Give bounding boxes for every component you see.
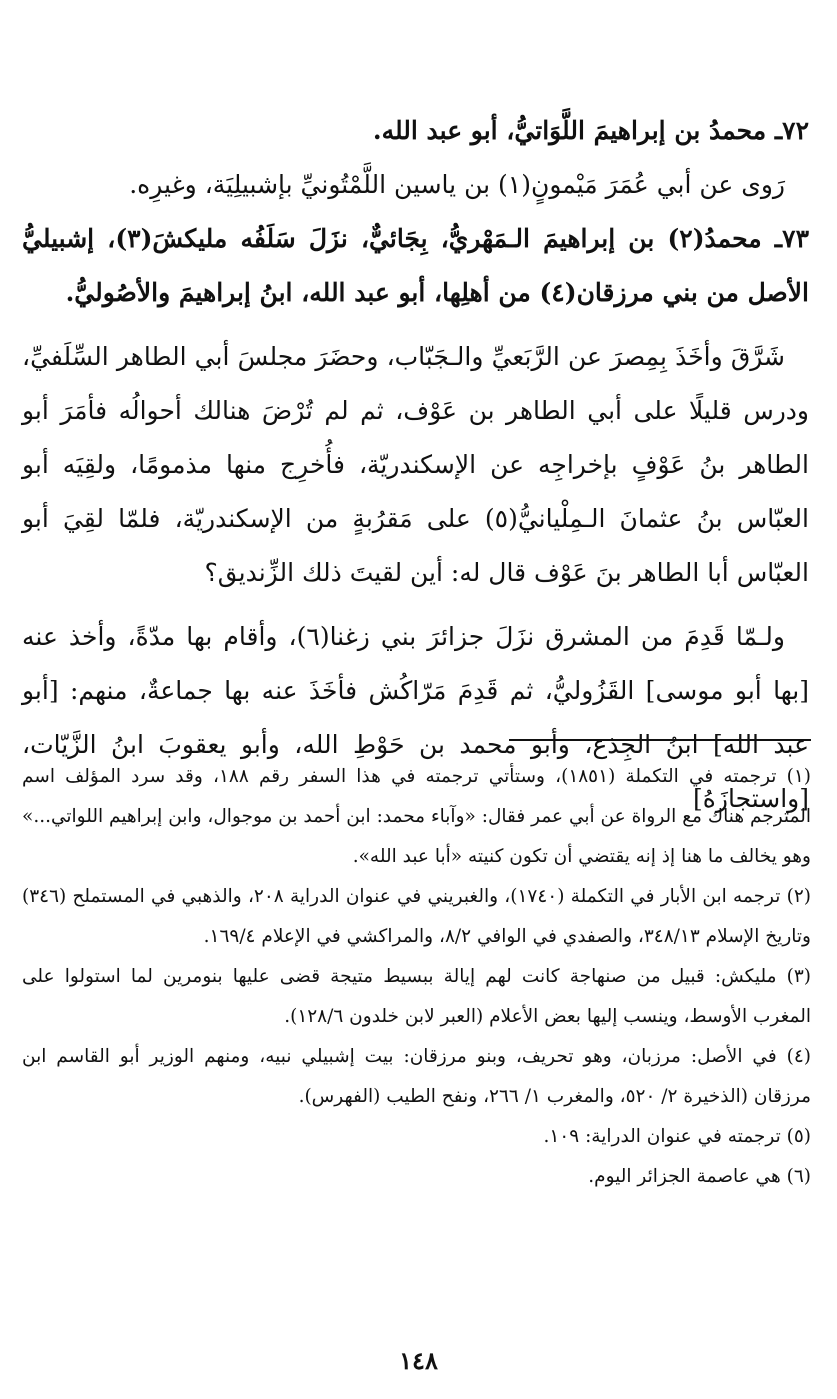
footnote-marker: (٦) — [786, 1166, 811, 1187]
entry-72-heading: ٧٢ـ محمدُ بن إبراهيمَ اللَّوَاتيُّ، أبو عبد الله. — [372, 116, 809, 145]
footnote — [22, 1037, 811, 1117]
footnote-text: ترجمه ابن الأبار في التكملة (١٧٤٠)، والغبريني في عنوان الدراية ٢٠٨، والذهبي في المستملح (٣٤٦) وتاريخ الإسلام ٣٤٨/١٣، والصفدي في الوافي ٨/٢، والمراكشي في الإعلام ١٦٩/٤. — [22, 886, 811, 947]
entry-73-paragraph: شَرَّقَ وأخَذَ بِمِصرَ عن الرَّبَعيِّ والـجَبّاب، وحضَرَ مجلسَ أبي الطاهر السِّلَفيِّ، ودرس قليلًا على أبي الطاهر بن عَوْف، ثم لم تُرْضَ هنالك أحوالُه فأمَرَ أبو الطاهر بنُ عَوْفٍ بإخراجِه عن الإسكندريّة، فأُخرِج منها مذمومًا، ولقِيَه أبو العبّاس بنُ عثمانَ الـمِلْيانيُّ(٥) على مَقرُبةٍ من الإسكندريّة، فلمّا لقِيَ أبو العبّاس أبا الطاهر بنَ عَوْف قال له: أين لقيتَ ذلك الزِّنديق؟ — [22, 342, 809, 587]
footnotes — [22, 757, 811, 1197]
footnote-text: هي عاصمة الجزائر اليوم. — [588, 1166, 781, 1187]
footnote-marker: (١) — [786, 766, 811, 787]
footnote-text: مليكش: قبيل من صنهاجة كانت لهم إيالة ببسيط متيجة قضى عليها بنومرين لما استولوا على المغرب الأوسط، وينسب إليها بعض الأعلام (العبر لابن خلدون ١٢٨/٦). — [22, 966, 811, 1027]
footnote-marker: (٢) — [786, 886, 811, 907]
footnote-text: ترجمته في عنوان الدراية: ١٠٩. — [543, 1126, 781, 1147]
footnote — [22, 957, 811, 1037]
footnote-marker: (٤) — [786, 1046, 811, 1067]
footnote-marker: (٥) — [786, 1126, 811, 1147]
page-number: ١٤٨ — [399, 1346, 438, 1375]
entry-72-paragraph: رَوى عن أبي عُمَرَ مَيْمونٍ(١) بن ياسين اللَّمْتُونيِّ بإشبيلِيَة، وغيرِه. — [129, 170, 785, 199]
footnote-marker: (٣) — [786, 966, 811, 987]
footnote — [22, 1157, 811, 1197]
footnote — [22, 757, 811, 877]
entry-73-heading: ٧٣ـ محمدُ(٢) بن إبراهيمَ الـمَهْريُّ، بِجَائيٌّ، نزَلَ سَلَفُه مليكشَ(٣)، إشبيليُّ الأصل من بني مرزقان(٤) من أهلِها، أبو عبد الله، ابنُ إبراهيمَ والأصُوليُّ. — [22, 224, 809, 307]
footnote-text: ترجمته في التكملة (١٨٥١)، وستأتي ترجمته في هذا السفر رقم ١٨٨، وقد سرد المؤلف اسم المترجم هناك مع الرواة عن أبي عمر فقال: «وآباء محمد: ابن أحمد بن موجوال، وابن إبراهيم اللواتي...» وهو يخالف ما هنا إذ إنه يقتضي أن تكون كنيته «أبا عبد الله». — [22, 766, 811, 867]
main-text — [22, 104, 809, 826]
footnote-separator — [509, 739, 811, 741]
footnote-text: في الأصل: مرزبان، وهو تحريف، وبنو مرزقان: بيت إشبيلي نبيه، ومنهم الوزير أبو القاسم ابن مرزقان (الذخيرة ٢/ ٥٢٠، والمغرب ١/ ٢٦٦، ونفح الطيب (الفهرس). — [22, 1046, 811, 1107]
footnote — [22, 877, 811, 957]
footnote — [22, 1117, 811, 1157]
entry-73-paragraph: ولـمّا قَدِمَ من المشرق نزَلَ جزائرَ بني زغنا(٦)، وأقام بها مدّةً، وأخذ عنه [بها أبو موسى] القَزُوليُّ، ثم قَدِمَ مَرّاكُش فأخَذَ عنه بها جماعةٌ، منهم: [أبو عبد الله] ابنُ الجِذع، وأبو محمد بن حَوْطِ الله، وأبو يعقوبَ ابنُ الزَّيّات، [واستجازَهُ] — [22, 622, 809, 813]
